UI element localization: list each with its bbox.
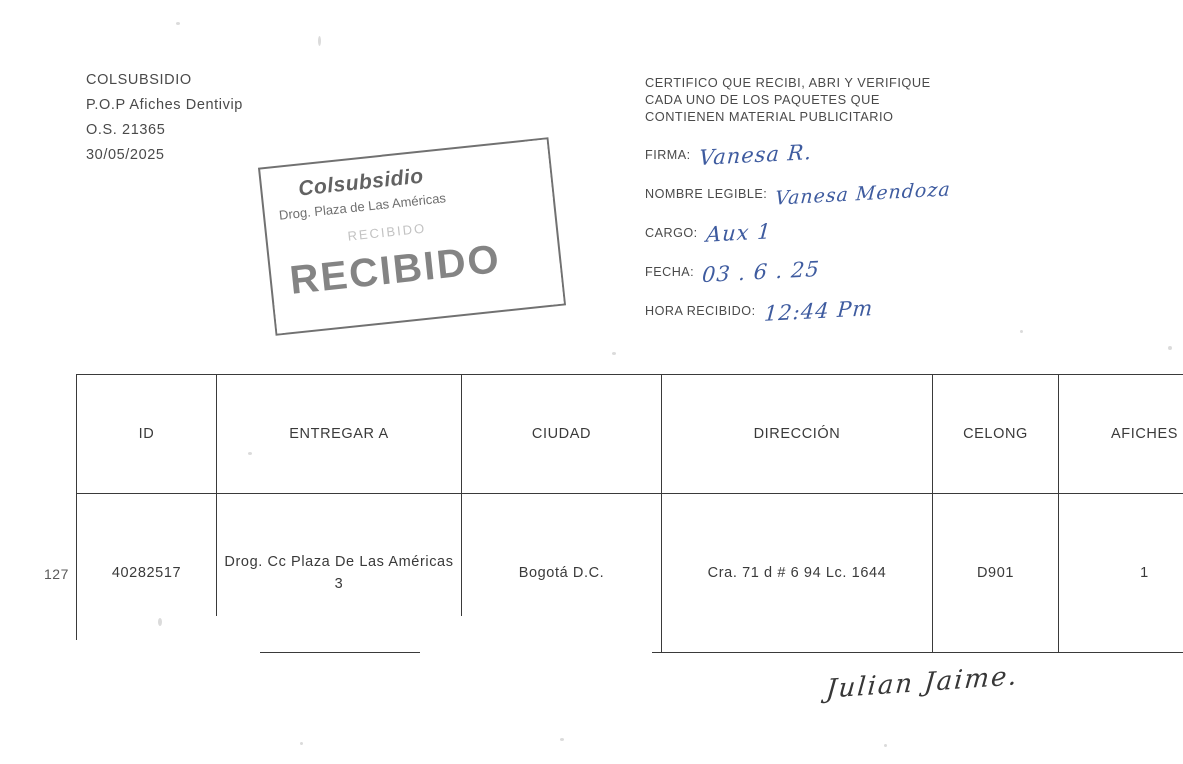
scan-speck	[176, 22, 180, 25]
certification-line-2: CADA UNO DE LOS PAQUETES QUE	[645, 92, 880, 107]
order-date: 30/05/2025	[86, 147, 165, 163]
order-number: O.S. 21365	[86, 122, 166, 138]
scan-speck	[560, 738, 564, 741]
stamp-edge-artifact-2	[548, 261, 564, 308]
field-cargo-value: Aux 1	[704, 219, 773, 247]
certification-line-1: CERTIFICO QUE RECIBI, ABRI Y VERIFIQUE	[645, 75, 931, 90]
scan-speck	[248, 452, 252, 455]
delivery-table	[76, 374, 1183, 653]
stamp-faint-text: RECIBIDO	[346, 220, 427, 244]
header-left-block	[86, 68, 243, 168]
column-header-id: ID	[77, 375, 217, 494]
stamp-subtitle-text: Drog. Plaza de Las Américas	[278, 190, 447, 223]
field-firma	[645, 138, 951, 171]
field-firma-label: FIRMA:	[645, 148, 691, 162]
field-hora-recibido-value: 12:44 Pm	[762, 296, 874, 326]
column-header-entregar-a: ENTREGAR A	[217, 375, 462, 494]
cell-celong: D901	[933, 494, 1059, 653]
field-nombre-legible	[645, 177, 952, 210]
scan-speck	[1168, 346, 1172, 350]
field-fecha-label: FECHA:	[645, 265, 695, 279]
scan-speck	[158, 618, 162, 626]
cell-ciudad: Bogotá D.C.	[462, 494, 662, 653]
stamp-edge-artifact-1	[524, 139, 557, 201]
scan-speck	[318, 36, 321, 46]
row-index: 127	[44, 566, 69, 582]
recibido-stamp	[258, 137, 566, 336]
field-fecha-value: 03 . 6 . 25	[701, 256, 821, 288]
field-cargo-label: CARGO:	[645, 226, 698, 240]
stamp-edge-artifact-3	[272, 303, 285, 334]
column-header-afiches: AFICHES	[1059, 375, 1183, 494]
company-name: COLSUBSIDIO	[86, 72, 192, 88]
bottom-signature: Julian Jaime.	[824, 661, 1020, 705]
scan-fade-artifact-3	[76, 640, 194, 660]
cell-entregar-a: Drog. Cc Plaza De Las Américas 3	[217, 494, 462, 653]
field-hora-recibido-label: HORA RECIBIDO:	[645, 304, 756, 318]
cell-id: 40282517	[77, 494, 217, 653]
scan-speck	[884, 744, 887, 747]
project-name: P.O.P Afiches Dentivip	[86, 97, 243, 113]
certification-line-3: CONTIENEN MATERIAL PUBLICITARIO	[645, 109, 894, 124]
scan-fade-artifact-2	[420, 616, 652, 660]
scan-speck	[1020, 330, 1023, 333]
field-fecha	[645, 255, 951, 288]
field-nombre-legible-label: NOMBRE LEGIBLE:	[645, 187, 768, 201]
cell-direccion: Cra. 71 d # 6 94 Lc. 1644	[662, 494, 933, 653]
field-nombre-legible-value: Vanesa Mendoza	[774, 178, 952, 210]
column-header-ciudad: CIUDAD	[462, 375, 662, 494]
delivery-table-wrapper	[76, 374, 1179, 653]
table-header-row	[77, 375, 1183, 494]
stamp-main-text: RECIBIDO	[287, 237, 503, 303]
cell-afiches: 1	[1059, 494, 1183, 653]
field-firma-value: Vanesa R.	[697, 139, 813, 171]
scan-fade-artifact-1	[190, 616, 260, 660]
field-cargo	[645, 216, 951, 247]
certification-block	[645, 74, 952, 326]
column-header-celong: CELONG	[933, 375, 1059, 494]
column-header-direccion: DIRECCIÓN	[662, 375, 933, 494]
scan-speck	[612, 352, 616, 355]
stamp-brand-text: Colsubsidio	[297, 164, 425, 201]
scan-speck	[300, 742, 303, 745]
field-hora-recibido	[645, 294, 951, 326]
